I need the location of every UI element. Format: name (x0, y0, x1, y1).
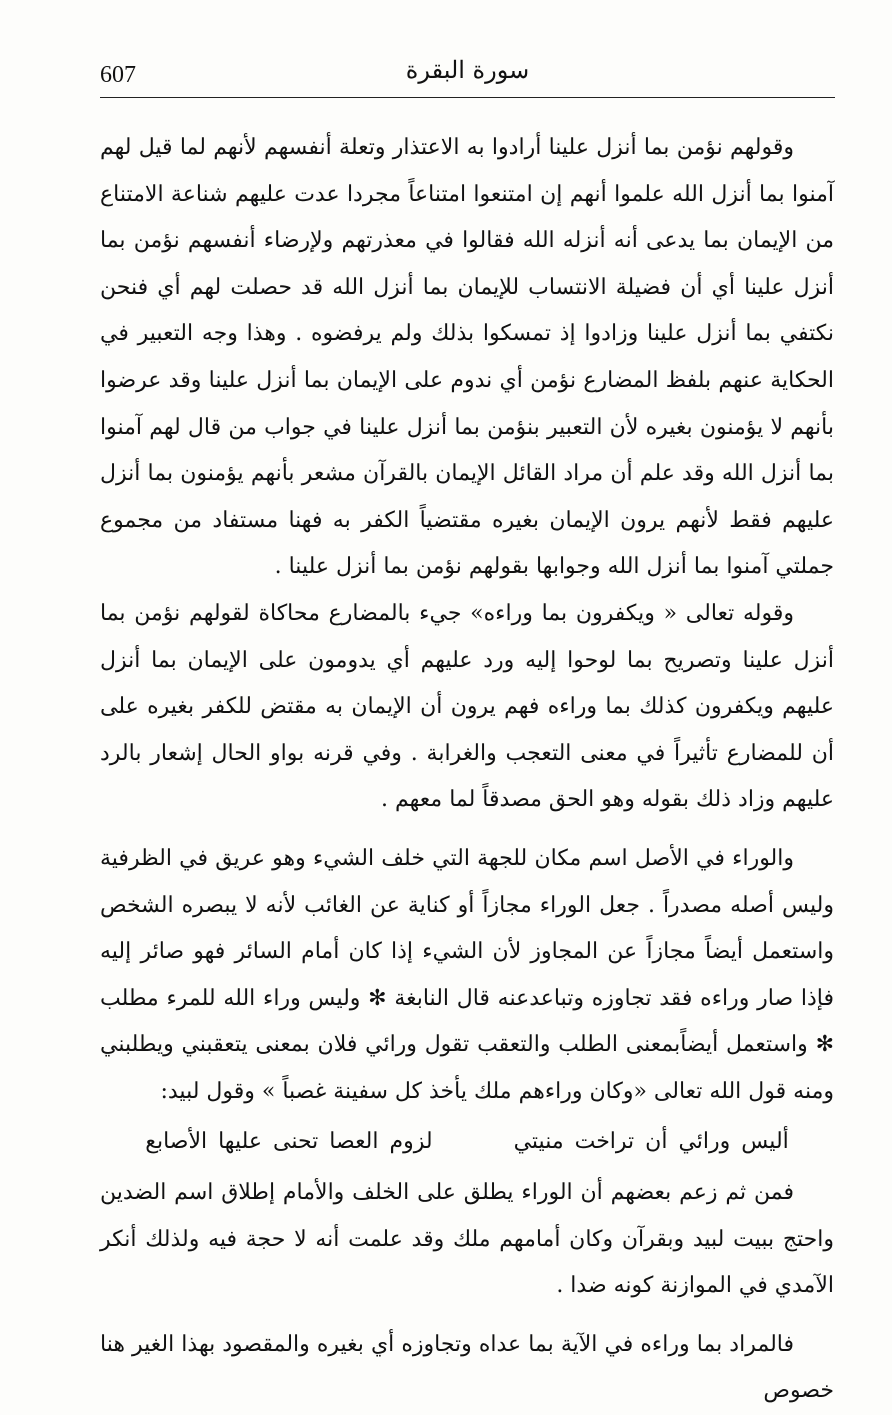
verse-hemistich-1: أليس ورائي أن تراخت منيتي (513, 1129, 789, 1155)
header-rule (100, 97, 835, 98)
paragraph-3: والوراء في الأصل اسم مكان للجهة التي خلف الشيء وهو عريق في الظرفية وليس أصله مصدراً . جعل الوراء مجازاً أو كناية عن الغائب لأنه لا يبصره الشخص واستعمل أيضاً مجازاً عن المجاوز لأن الشيء إذا كان أمام السائر فهو صائر إليه فإذا صار وراءه فقد تجاوزه وتباعدعنه قال النابغة ✻ وليس وراء الله للمرء مطلب ✻ واستعمل أيضاًبمعنى الطلب والتعقب تقول ورائي فلان بمعنى يتعقبني ويطلبني ومنه قول الله تعالى «وكان وراءهم ملك يأخذ كل سفينة غصباً » وقول لبيد: (100, 845, 834, 1104)
paragraph-2: وقوله تعالى « ويكفرون بما وراءه» جيء بالمضارع محاكاة لقولهم نؤمن بما أنزل علينا وتصريح بما لوحوا إليه ورد عليهم أي يدومون على الإيمان بما أنزل عليهم ويكفرون كذلك بما وراءه فهم يرون أن الإيمان به مقتض للكفر بغيره على أن للمضارع تأثيراً في معنى التعجب والغرابة . وفي قرنه بواو الحال إشعار بالرد عليهم وزاد ذلك بقوله وهو الحق مصدقاً لما معهم . (100, 600, 834, 813)
verse-hemistich-2: لزوم العصا تحنى عليها الأصابع (145, 1129, 433, 1155)
paragraph-1: وقولهم نؤمن بما أنزل علينا أرادوا به الاعتذار وتعلة أنفسهم لأنهم لما قيل لهم آمنوا بما أنزل الله علموا أنهم إن امتنعوا امتناعاً مجردا عدت عليهم شناعة الامتناع من الإيمان بما يدعى أنه أنزله الله فقالوا في معذرتهم ولإرضاء أنفسهم نؤمن بما أنزل علينا أي أن فضيلة الانتساب للإيمان بما أنزل الله قد حصلت لهم أي فنحن نكتفي بما أنزل علينا وزادوا إذ تمسكوا بذلك ولم يرفضوه . وهذا وجه التعبير في الحكاية عنهم بلفظ المضارع نؤمن أي ندوم على الإيمان بما أنزل علينا وقد عرضوا بأنهم لا يؤمنون بغيره لأن التعبير بنؤمن بما أنزل علينا في جواب من قال لهم آمنوا بما أنزل الله وقد علم أن مراد القائل الإيمان بالقرآن مشعر بأنهم يؤمنون بما أنزل عليهم فقط لأنهم يرون الإيمان بغيره مقتضياً الكفر به فهنا مستفاد من مجموع جملتي آمنوا بما أنزل الله وجوابها بقولهم نؤمن بما أنزل علينا . (100, 135, 834, 580)
poetry-verse (100, 1119, 834, 1166)
paragraph-4: فمن ثم زعم بعضهم أن الوراء يطلق على الخلف والأمام إطلاق اسم الضدين واحتج ببيت لبيد وبقرآن وكان أمامهم ملك وقد علمت أنه لا حجة فيه ولذلك أنكر الآمدي في الموازنة كونه ضدا . (100, 1180, 834, 1299)
page-number: 607 (100, 62, 136, 88)
paragraph-5: فالمراد بما وراءه في الآية بما عداه وتجاوزه أي بغيره والمقصود بهذا الغير هنا خصوص (100, 1331, 834, 1404)
page-header (100, 52, 835, 96)
surah-title: سورة البقرة (405, 56, 530, 84)
page-body (100, 125, 834, 1415)
